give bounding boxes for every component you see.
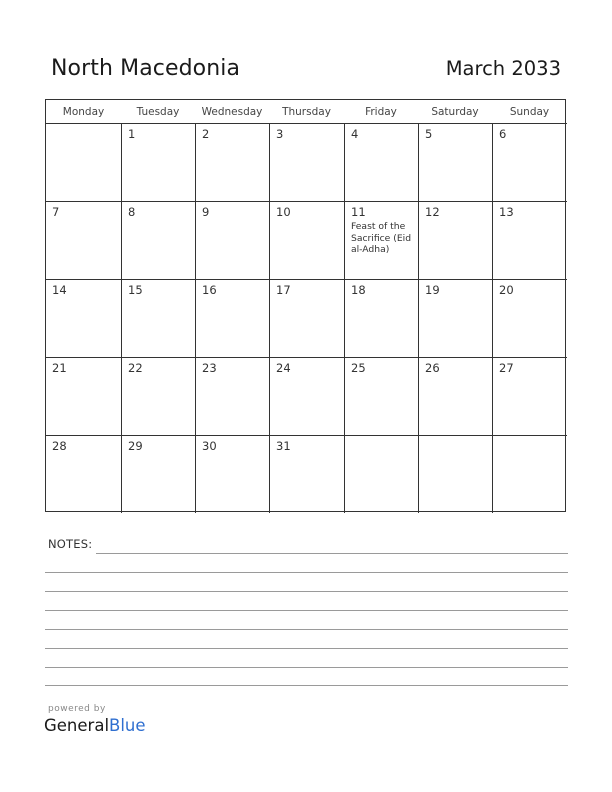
- day-cell: [418, 279, 492, 357]
- day-cell: [121, 279, 195, 357]
- day-number: 13: [499, 205, 514, 219]
- weekday-header: Friday: [344, 100, 418, 124]
- day-number: 1: [128, 127, 136, 141]
- day-number: 9: [202, 205, 210, 219]
- day-cell: [344, 201, 418, 279]
- day-cell: [46, 357, 121, 435]
- day-number: 20: [499, 283, 514, 297]
- day-cell: [344, 279, 418, 357]
- day-cell: [269, 357, 344, 435]
- day-number: 30: [202, 439, 217, 453]
- day-number: 5: [425, 127, 433, 141]
- brand-blue: Blue: [109, 716, 146, 735]
- day-number: 29: [128, 439, 143, 453]
- day-cell: [418, 124, 492, 201]
- day-number: 7: [52, 205, 60, 219]
- day-cell: [46, 279, 121, 357]
- day-number: 25: [351, 361, 366, 375]
- day-cell: [492, 201, 567, 279]
- day-cell: [195, 279, 269, 357]
- day-number: 6: [499, 127, 507, 141]
- note-line[interactable]: [45, 648, 568, 649]
- day-number: 18: [351, 283, 366, 297]
- note-line[interactable]: [96, 553, 568, 554]
- generalblue-logo[interactable]: [44, 716, 146, 735]
- weekday-header: Monday: [46, 100, 121, 124]
- note-line[interactable]: [45, 667, 568, 668]
- note-line[interactable]: [45, 629, 568, 630]
- day-number: 15: [128, 283, 143, 297]
- weekday-header: Wednesday: [195, 100, 269, 124]
- day-cell: [121, 357, 195, 435]
- holiday-label: Feast of the Sacrifice (Eid al-Adha): [351, 221, 412, 255]
- day-cell: [195, 435, 269, 513]
- day-cell: [492, 124, 567, 201]
- weekday-header: Tuesday: [121, 100, 195, 124]
- day-number: 16: [202, 283, 217, 297]
- day-cell: [195, 124, 269, 201]
- day-number: 8: [128, 205, 136, 219]
- day-number: 24: [276, 361, 291, 375]
- day-cell: [344, 435, 418, 513]
- day-number: 31: [276, 439, 291, 453]
- day-number: 27: [499, 361, 514, 375]
- day-cell: [46, 201, 121, 279]
- day-cell: [344, 124, 418, 201]
- day-number: 2: [202, 127, 210, 141]
- day-cell: [46, 124, 121, 201]
- calendar-grid: [45, 99, 566, 512]
- day-number: 11: [351, 205, 366, 219]
- note-line[interactable]: [45, 685, 568, 686]
- weekday-header: Sunday: [492, 100, 567, 124]
- powered-by-text: powered by: [48, 704, 106, 714]
- day-cell: [418, 435, 492, 513]
- day-number: 3: [276, 127, 284, 141]
- day-cell: [418, 201, 492, 279]
- day-cell: [492, 357, 567, 435]
- day-cell: [121, 201, 195, 279]
- weekday-header: Saturday: [418, 100, 492, 124]
- day-number: 22: [128, 361, 143, 375]
- day-cell: [121, 124, 195, 201]
- day-cell: [195, 201, 269, 279]
- day-cell: [269, 201, 344, 279]
- notes-label: NOTES:: [48, 537, 93, 551]
- day-cell: [492, 435, 567, 513]
- day-number: 21: [52, 361, 67, 375]
- day-cell: [121, 435, 195, 513]
- day-cell: [418, 357, 492, 435]
- day-number: 19: [425, 283, 440, 297]
- note-line[interactable]: [45, 572, 568, 573]
- day-number: 14: [52, 283, 67, 297]
- country-title: North Macedonia: [51, 56, 241, 81]
- day-cell: [46, 435, 121, 513]
- brand-general: General: [44, 716, 110, 735]
- day-cell: [269, 124, 344, 201]
- day-number: 12: [425, 205, 440, 219]
- weekday-header: Thursday: [269, 100, 344, 124]
- day-number: 10: [276, 205, 291, 219]
- day-number: 26: [425, 361, 440, 375]
- day-cell: [195, 357, 269, 435]
- day-cell: [344, 357, 418, 435]
- day-cell: [492, 279, 567, 357]
- month-title: March 2033: [445, 57, 561, 80]
- day-cell: [269, 279, 344, 357]
- day-cell: [269, 435, 344, 513]
- day-number: 4: [351, 127, 359, 141]
- day-number: 23: [202, 361, 217, 375]
- day-number: 17: [276, 283, 291, 297]
- note-line[interactable]: [45, 610, 568, 611]
- day-number: 28: [52, 439, 67, 453]
- note-line[interactable]: [45, 591, 568, 592]
